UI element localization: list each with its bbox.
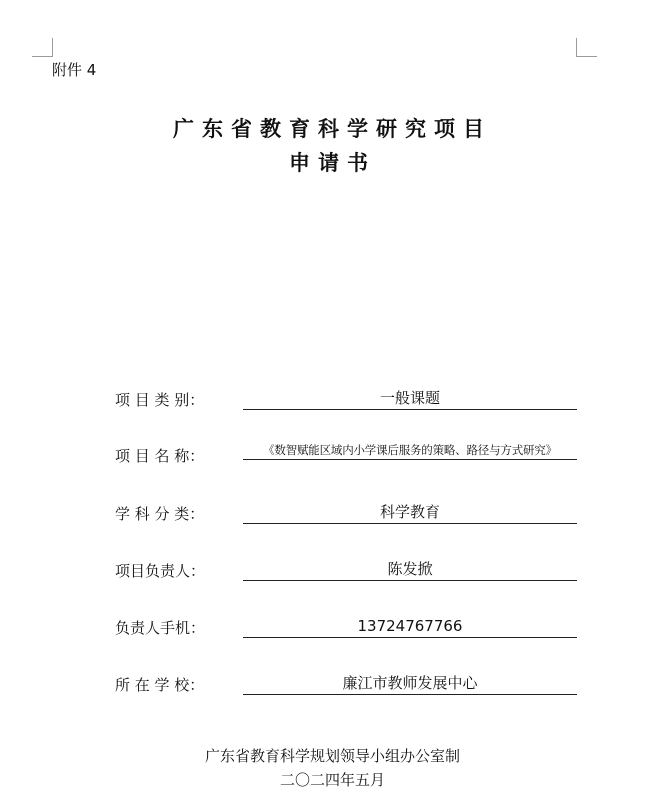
field-value: 一般课题 [379, 389, 440, 407]
footer-issuer: 广东省教育科学规划领导小组办公室制 [204, 747, 460, 765]
field-label: 项目负责人： [115, 562, 206, 580]
page-corner-mark-top-right [576, 38, 597, 57]
field-underline [243, 554, 577, 581]
field-underline [243, 668, 577, 695]
footer-date: 二〇二四年五月 [279, 771, 385, 789]
field-label: 负责人手机： [115, 619, 206, 637]
document-title: 广东省教育科学研究项目 [173, 116, 492, 141]
field-value: 13724767766 [357, 617, 463, 635]
field-label: 学 科 分 类： [115, 505, 205, 523]
field-value: 科学教育 [379, 503, 440, 521]
field-subject-classification [115, 494, 577, 524]
field-label: 项 目 类 别： [115, 391, 205, 409]
field-value: 《数智赋能区域内小学课后服务的策略、路径与方式研究》 [263, 443, 557, 457]
field-label: 所 在 学 校： [115, 676, 205, 694]
field-value: 廉江市教师发展中心 [342, 674, 478, 692]
attachment-label: 附件 4 [52, 61, 97, 79]
field-project-category [115, 380, 577, 410]
field-underline [243, 383, 577, 410]
field-value: 陈发掀 [387, 560, 433, 578]
field-underline [243, 497, 577, 524]
field-leader-phone [115, 608, 577, 638]
page-corner-mark-top-left [32, 38, 53, 57]
field-underline [243, 611, 577, 638]
field-underline [243, 441, 577, 460]
field-project-leader [115, 551, 577, 581]
field-school [115, 665, 577, 695]
field-project-name [115, 436, 577, 466]
document-subtitle: 申请书 [289, 150, 376, 175]
field-label: 项 目 名 称： [115, 447, 205, 465]
